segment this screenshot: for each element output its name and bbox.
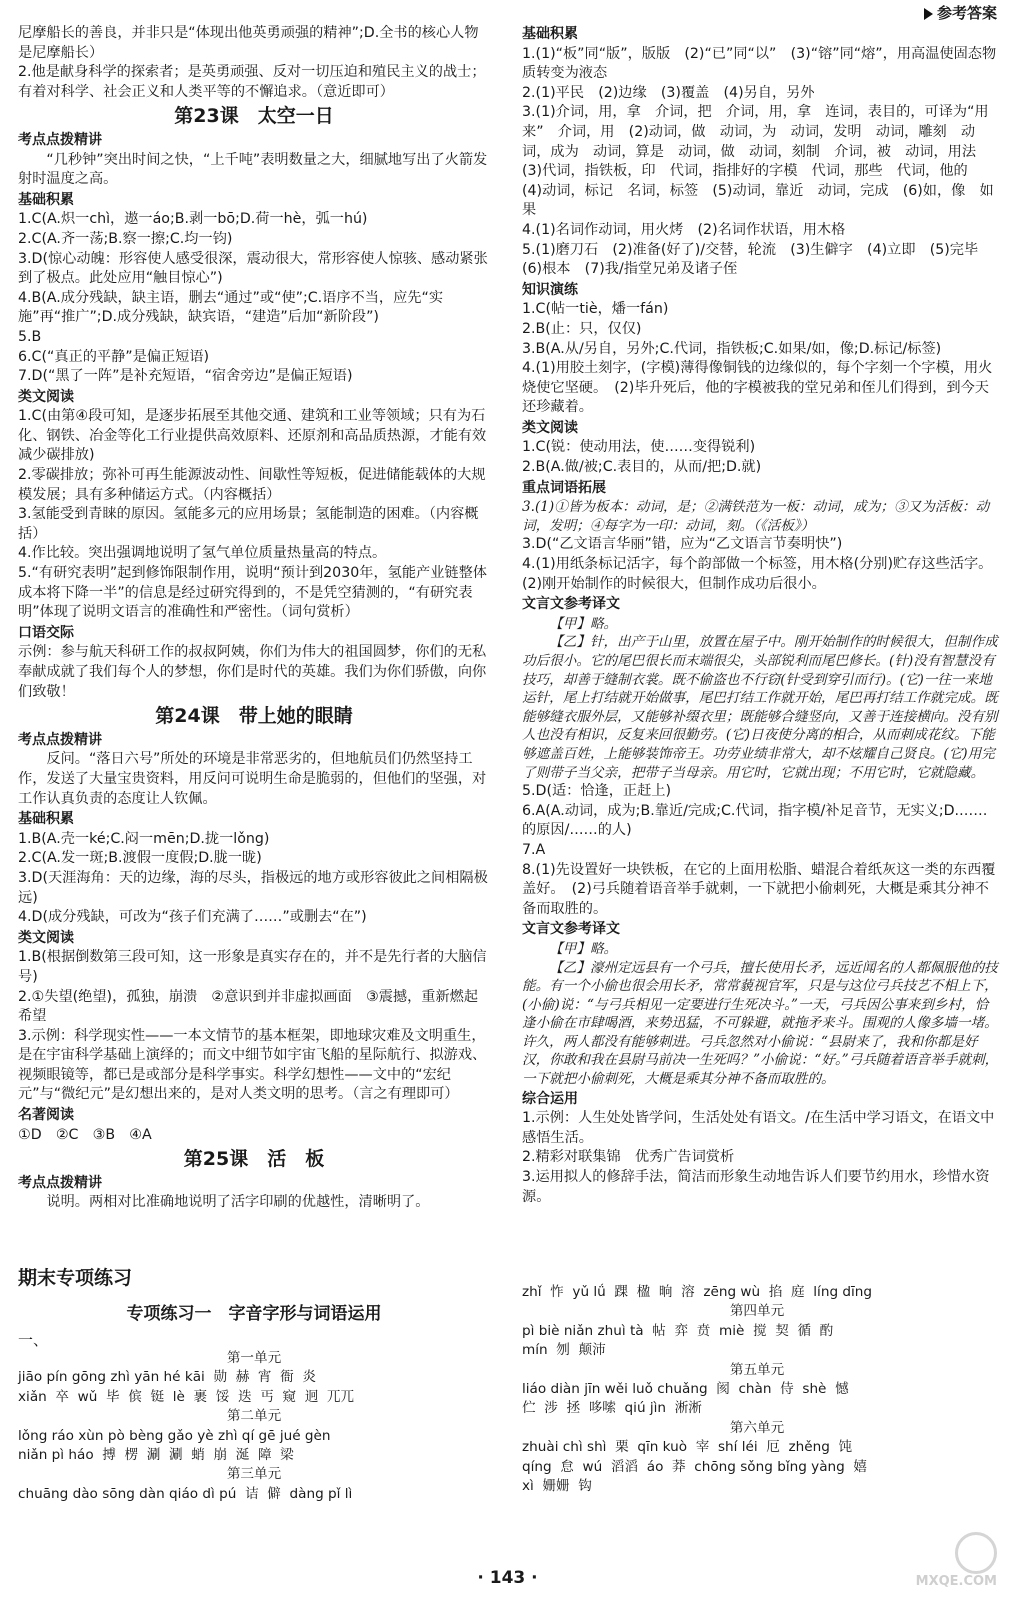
answer-item: 4.作比较。突出强调地说明了氢气单位质量热量高的特点。 <box>18 545 387 562</box>
answer-item: 1.B(A.壳一ké;C.闷一mēn;D.拢一lǒng) <box>18 830 270 847</box>
answer-item: ①D ②C ③B ④A <box>18 1126 152 1143</box>
practice-title: 专项练习一 字音字形与词语运用 <box>126 1304 382 1324</box>
answer-item: 2.C(A.发一斑;B.渡假一度假;D.胧一昽) <box>18 850 262 867</box>
pinyin-left <box>18 1349 490 1504</box>
answer-item: 5.“有研究表明”起到修饰限制作用，说明“预计到2030年，氢能产业链整体成本将下降一半”的信息是经过研究得到的，不是凭空猜测的，“有研究表明”体现了说明文语言的准确性和严密性。（词句赏析） <box>18 565 487 621</box>
section-heading: 知识演练 <box>522 281 578 298</box>
pinyin-line: mín 刎 颠沛 <box>522 1342 606 1359</box>
section-heading: 综合运用 <box>522 1090 578 1107</box>
arrow-right-icon <box>924 8 933 20</box>
answer-item: 4.B(A.成分残缺，缺主语，删去“通过”或“使”;C.语序不当，应先“实施”再“推广”;D.成分残缺，缺宾语，“建造”后加“新阶段”) <box>18 289 444 326</box>
answer-item: 8.(1)先设置好一块铁板，在它的上面用松脂、蜡混合着纸灰这一类的东西覆盖好。 (2)弓兵随着语音举手就刺，一下就把小偷刺死，大概是乘其分神不备而取胜的。 <box>522 861 996 917</box>
answer-item: 4.(1)用胶土刻字，(字模)薄得像铜钱的边缘似的，每个字刻一个字模，用火烧使它坚硬。 (2)毕升死后，他的字模被我的堂兄弟和侄儿们得到，到今天还珍藏着。 <box>522 360 993 416</box>
section-heading: 考点点拨精讲 <box>18 1174 102 1191</box>
section-heading: 基础积累 <box>18 811 74 828</box>
pinyin-right <box>522 1283 992 1496</box>
pinyin-line: zhǐ 怍 yǔ lǘ 踝 楹 晌 溶 zēng wù 掐 庭 líng dīng <box>522 1284 873 1300</box>
section-heading: 基础积累 <box>18 191 74 208</box>
answer-item: 1.B(根据倒数第三段可知，这一形象是真实存在的，并不是先行者的大脑信号) <box>18 949 487 985</box>
answer-item: 3.(1)①皆为板本：动词，是；②满铁范为一板：动词，成为；③又为活板：动词，发明；④每字为一印：动词，刻。（《活板》） <box>522 499 990 534</box>
text-line: 尼摩船长的善良，并非只是“体现出他英勇顽强的精神”;D.全书的核心人物是尼摩船长） <box>18 25 479 61</box>
unit-heading: 第三单元 <box>226 1466 282 1483</box>
pinyin-line: lǒng ráo xùn pò bèng gǎo yè zhì qí gē jué gèn <box>18 1427 331 1444</box>
answer-item: 2.零碳排放；弥补可再生能源波动性、间歇性等短板，促进储能载体的大规模发展；具有多种储运方式。（内容概括） <box>18 467 486 503</box>
answer-item: 3.示例：科学现实性——一本文情节的基本框架，即地球灾难及文明重生，是在宇宙科学基础上演绎的；而文中细节如宇宙飞船的星际航行、拟游戏、视频眼镜等，都已是或部分是科学事实。科学幻想性——文中的“宏纪元”与“微纪元”是幻想出来的，是对人类文明的思考。（言之有理即可） <box>18 1027 487 1103</box>
pinyin-line: pì biè niǎn zhuì tà 帖 弈 贲 miè 搅 契 循 酌 <box>522 1322 834 1339</box>
answer-item: 5.B <box>18 328 42 345</box>
pinyin-line: qíng 怠 wú 滔滔 áo 莽 chōng sǒng bǐng yàng 嬉 <box>522 1458 868 1475</box>
section-heading: 文言文参考译文 <box>522 596 620 613</box>
answer-item: 示例：参与航天科研工作的叔叔阿姨，你们为伟大的祖国圆梦，你们的无私奉献成就了我们每个人的梦想，你们是时代的英雄。我们为你们骄傲，向你们致敬！ <box>18 644 487 700</box>
answer-item: 3.运用拟人的修辞手法，简洁而形象生动地告诉人们要节约用水，珍惜水资源。 <box>522 1169 990 1205</box>
translation-text: 【甲】略。 <box>549 615 618 632</box>
section-heading: 基础积累 <box>522 26 578 42</box>
pinyin-line: xì 姗姗 钩 <box>522 1478 592 1495</box>
answer-item: 1.C(由第④段可知，是逐步拓展至其他交通、建筑和工业等领域；只有为石化、钢铁、冶金等化工行业提供高效原料、还原剂和高品质热源，才能有效减少碳排放) <box>18 408 487 464</box>
answer-item: 1.C(A.炽一chì，遨一áo;B.剥一bō;D.荷一hè，弧一hú) <box>18 211 368 228</box>
answer-item: 7.A <box>522 841 546 858</box>
section-heading: 名著阅读 <box>18 1107 74 1124</box>
answer-item: 2.精彩对联集锦 优秀广告词赏析 <box>522 1149 735 1166</box>
question-mark: 一、 <box>18 1331 49 1349</box>
unit-heading: 第四单元 <box>729 1303 785 1320</box>
section-heading: 文言文参考译文 <box>522 921 620 938</box>
section-heading: 重点词语拓展 <box>522 479 606 496</box>
answer-item: 2.C(A.齐一荡;B.察一擦;C.均一钧) <box>18 230 233 247</box>
answer-item: 1.C(帖一tiè，燔一fán) <box>522 301 669 318</box>
pinyin-line: liáo diàn jīn wěi luǒ chuǎng 阂 chàn 侍 shè 憾 <box>522 1381 849 1398</box>
section-heading: 类文阅读 <box>18 929 74 946</box>
left-column <box>18 24 490 1213</box>
pinyin-line: xiǎn 卒 wǔ 毕 傧 铤 lè 裹 馁 迭 丐 窥 迥 兀兀 <box>18 1388 355 1405</box>
header-label: 参考答案 <box>936 4 997 22</box>
page-header <box>924 2 997 23</box>
answer-item: 6.C(“真正的平静”是偏正短语) <box>18 348 210 365</box>
answer-item: 2.(1)平民 (2)边缘 (3)覆盖 (4)另自，另外 <box>522 84 815 101</box>
text-line: 反问。“落日六号”所处的环境是非常恶劣的，但地航员们仍然坚持工作，发送了大量宝贵资料，用反问可说明生命是脆弱的，但他们的坚强，对工作认真负责的态度让人钦佩。 <box>18 751 487 807</box>
text-line: “几秒钟”突出时间之快，“上千吨”表明数量之大，细腻地写出了火箭发射时温度之高。 <box>18 151 488 188</box>
watermark-text: MXQE.COM <box>915 1574 997 1589</box>
section-heading: 考点点拨精讲 <box>18 131 102 148</box>
answer-item: 3.B(A.从/另自，另外;C.代词，指铁板;C.如果/如，像;D.标记/标签) <box>522 340 942 357</box>
page-number: · 143 · <box>477 1568 538 1588</box>
answer-item: 5.(1)磨刀石 (2)准备(好了)/交替，轮流 (3)生僻字 (4)立即 (5)完毕 (6)根本 (7)我/指堂兄弟及诸子侄 <box>522 241 993 278</box>
section-heading: 考点点拨精讲 <box>18 731 102 748</box>
answer-item: 3.D(惊心动魄：形容使人感受很深，震动很大，常形容使人惊骇、感动紧张到了极点。此处应用“触目惊心”) <box>18 250 488 287</box>
answer-item: 4.D(成分残缺，可改为“孩子们充满了……”或删去“在”) <box>18 909 367 926</box>
answer-item: 2.①失望(绝望)，孤独，崩溃 ②意识到并非虚拟画面 ③震撼，重新燃起希望 <box>18 988 479 1025</box>
unit-heading: 第二单元 <box>226 1408 282 1425</box>
answer-item: 6.A(A.动词，成为;B.靠近/完成;C.代词，指字模/补足音节，无实义;D.……的原因/……的人) <box>522 802 988 839</box>
lesson-title: 第25课 活 板 <box>183 1148 325 1171</box>
lesson-title: 第23课 太空一日 <box>174 105 334 128</box>
pinyin-line: 伫 涉 拯 哆嗦 qiú jìn 淅淅 <box>522 1400 702 1417</box>
pinyin-line: niǎn pì háo 搏 楞 涮 涮 蛸 崩 涎 障 梁 <box>18 1447 294 1464</box>
section-heading: 口语交际 <box>18 624 74 641</box>
text-line: 说明。两相对比准确地说明了活字印刷的优越性，清晰明了。 <box>46 1194 430 1211</box>
answer-item: 2.B(止：只，仅仅) <box>522 320 642 337</box>
answer-item: 7.D(“黑了一阵”是补充短语，“宿舍旁边”是偏正短语) <box>18 368 353 385</box>
answer-item: 4.(1)名词作动词，用火烤 (2)名词作状语，用木格 <box>522 221 846 238</box>
answer-item: 1.(1)“板”同“版”，版版 (2)“已”同“以” (3)“镕”同“熔”，用高温使固态物质转变为液态 <box>522 45 997 82</box>
unit-heading: 第一单元 <box>226 1350 282 1366</box>
unit-heading: 第六单元 <box>729 1419 785 1436</box>
translation-text: 【乙】针，出产于山里，放置在屋子中。刚开始制作的时候很大，但制作成功后很小。它的尾巴很长而末端很尖，头部锐利而尾巴修长。(针)没有智慧没有技巧，却善于缝制衣裳。既不偷盗也不行窃(针受到穿引而行)。(它)一往一来地运针，尾上打结就开始做事，尾巴打结工作就开始，尾巴再打结工作就完成。既能够缝衣服外层，又能够补缀衣里；既能够合缝竖向，又善于连接横向。没有别人也没有相识，反复来回很勤劳。(它)日夜使分离的相合，从而刺成花纹。下能够遮盖百姓，上能够装饰帝王。功劳业绩非常大，却不炫耀自己贤良。(它)用完了则带子当父亲，把带子当母亲。用它时，它就出现；不用它时，它就隐藏。 <box>522 634 998 781</box>
answer-item: 3.(1)介词，用，拿 介词，把 介词，用，拿 连词，表目的，可译为“用来” 介词，用 (2)动词，做 动词，为 动词，发明 动词，雕刻 动词，成为 动词，算是 动词，做 动词，刻制 介词，被 动词，用法 (3)代词，指铁板，印 代词，指排好的字模 代词，那些 代词，他的 (4)动词，标记 名词，标签 (5)动词，靠近 动词，完成 (6)如，像 如果 <box>522 104 994 219</box>
text-line: 2.他是献身科学的探索者；是英勇顽强、反对一切压迫和殖民主义的战士；有着对科学、社会正义和人类平等的不懈追求。（意近即可） <box>18 64 486 100</box>
translation-text: 【甲】略。 <box>549 940 618 957</box>
pinyin-line: jiāo pín gōng zhì yān hé kāi 勋 赫 宵 衙 炎 <box>18 1369 316 1386</box>
answer-item: 2.B(A.做/被;C.表目的，从而/把;D.就) <box>522 459 762 476</box>
pinyin-line: chuāng dào sōng dàn qiáo dì pú 诘 僻 dàng pǐ lì <box>18 1485 353 1502</box>
section-heading: 类文阅读 <box>522 419 578 436</box>
answer-item: 3.D(天涯海角：天的边缘，海的尽头，指极远的地方或形容彼此之间相隔极远) <box>18 869 488 906</box>
pinyin-line: zhuài chì shì 栗 qīn kuò 宰 shí léi 厄 zhěng 饨 <box>522 1439 853 1456</box>
lesson-title: 第24课 带上她的眼睛 <box>155 705 353 728</box>
unit-heading: 第五单元 <box>729 1361 785 1378</box>
section-banner: 期末专项练习 <box>18 1267 133 1289</box>
answer-item: 3.D(“乙文语言华丽”错，应为“乙文语言节奏明快”) <box>522 536 843 553</box>
answer-item: 1.示例：人生处处皆学问，生活处处有语文。/在生活中学习语文，在语文中感悟生活。 <box>522 1110 995 1146</box>
answer-item: 3.氢能受到青睐的原因。氢能多元的应用场景；氢能制造的困难。（内容概括） <box>18 506 479 542</box>
section-heading: 类文阅读 <box>18 388 74 405</box>
translation-text: 【乙】濠州定远县有一个弓兵，擅长使用长矛，远近闻名的人都佩服他的技能。有一个小偷也很会用长矛，常常藐视官军，只是与这位弓兵技艺不相上下，(小偷)说：“与弓兵相见一定要进行生死决斗。”一天，弓兵因公事来到乡村，恰逢小偷在市肆喝酒，来势迅猛，不可躲避，就拖矛来斗。围观的人像多墙一堵。许久，两人都没有能够刺进。弓兵忽然对小偷说：“县尉来了，我和你都是好汉，你敢和我在县尉马前决一生死吗？”小偷说：“好。”弓兵随着语音举手就刺，一下就把小偷刺死，大概是乘其分神不备而取胜的。 <box>522 959 999 1088</box>
right-column <box>522 24 1000 1207</box>
answer-item: 5.D(适：恰逢，正赶上) <box>522 783 672 800</box>
answer-item: 1.C(锐：使动用法，使……变得锐利) <box>522 439 756 456</box>
answer-item: 4.(1)用纸条标记活字，每个韵部做一个标签，用木格(分别)贮存这些活字。 (2)刚开始制作的时候很大，但制作成功后很小。 <box>522 556 1000 592</box>
